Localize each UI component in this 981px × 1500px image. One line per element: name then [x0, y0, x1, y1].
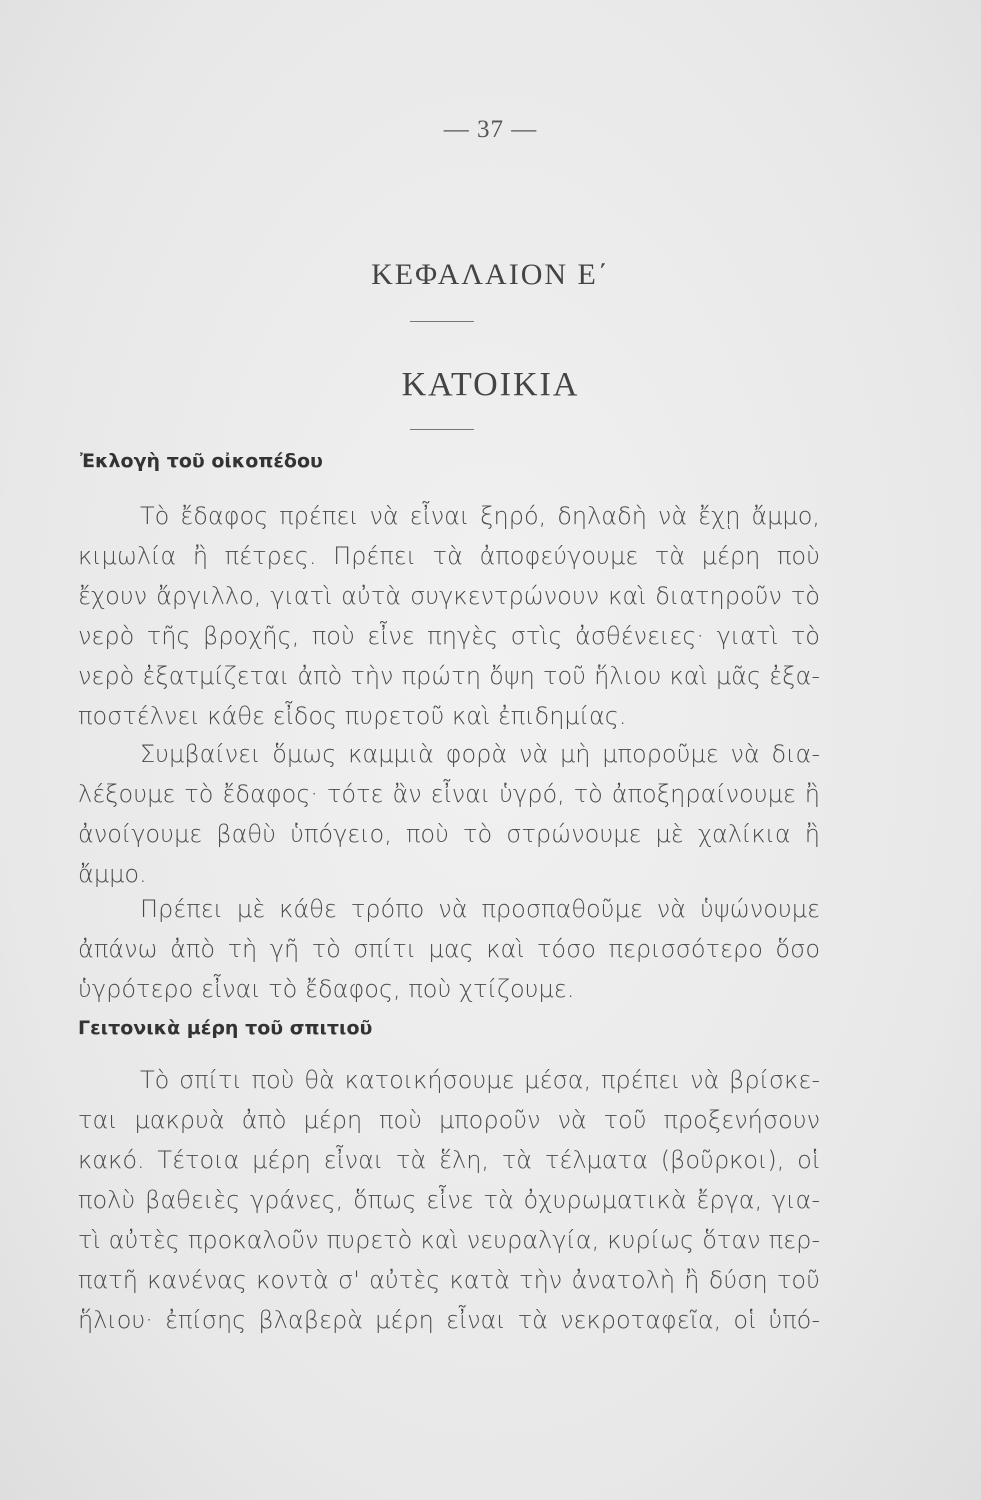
section-heading: Γειτονικὰ μέρη τοῦ σπιτιοῦ [78, 1017, 373, 1039]
text-line: ὑγρότερο εἶναι τὸ ἔδαφος, ποὺ χτίζουμε. [78, 975, 575, 1003]
text-line: πολὺ βαθειὲς γράνες, ὅπως εἶνε τὰ ὀχυρωματικὰ ἔργα, για- [78, 1186, 820, 1214]
chapter-title: ΚΑΤΟΙΚΙΑ [401, 366, 580, 403]
text-line: κακό. Τέτοια μέρη εἶναι τὰ ἕλη, τὰ τέλματα (βοῦρκοι), οἱ [78, 1146, 820, 1174]
paragraph [78, 734, 820, 894]
text-line: νερὸ ἐξατμίζεται ἀπὸ τὴν πρώτη ὄψη τοῦ ἥλιου καὶ μᾶς ἐξα- [78, 662, 820, 690]
text-line: Συμβαίνει ὅμως καμμιὰ φορὰ νὰ μὴ μποροῦμε νὰ δια- [140, 740, 820, 768]
text-line: πατῆ κανένας κοντὰ σ' αὐτὲς κατὰ τὴν ἀνατολὴ ἢ δύση τοῦ [78, 1266, 820, 1294]
text-line: ποστέλνει κάθε εἶδος πυρετοῦ καὶ ἐπιδημίας. [78, 702, 627, 730]
text-line: ἥλιου· ἐπίσης βλαβερὰ μέρη εἶναι τὰ νεκροταφεῖα, οἱ ὑπό- [78, 1306, 820, 1334]
text-line: ἀνοίγουμε βαθὺ ὑπόγειο, ποὺ τὸ στρώνουμε μὲ χαλίκια ἢ [78, 820, 820, 848]
text-line: ἀπάνω ἀπὸ τὴ γῆ τὸ σπίτι μας καὶ τόσο περισσότερο ὅσο [78, 935, 820, 963]
text-line: ἄμμο. [78, 860, 147, 888]
text-line: λέξουμε τὸ ἔδαφος· τότε ἂν εἶναι ὑγρό, τὸ ἀποξηραίνουμε ἢ [78, 780, 820, 808]
divider-rule [410, 429, 474, 430]
text-line: Πρέπει μὲ κάθε τρόπο νὰ προσπαθοῦμε νὰ ὑψώνουμε [140, 895, 820, 923]
paragraph [78, 1060, 820, 1340]
text-line: ἔχουν ἄργιλλο, γιατὶ αὐτὰ συγκεντρώνουν καὶ διατηροῦν τὸ [78, 582, 820, 610]
text-line: ται μακρυὰ ἀπὸ μέρη ποὺ μποροῦν νὰ τοῦ προξενήσουν [78, 1106, 820, 1134]
text-line: Τὸ ἔδαφος πρέπει νὰ εἶναι ξηρό, δηλαδὴ νὰ ἔχῃ ἄμμο, [140, 502, 820, 530]
section-heading: Ἐκλογὴ τοῦ οἰκοπέδου [80, 450, 323, 472]
text-line: Τὸ σπίτι ποὺ θὰ κατοικήσουμε μέσα, πρέπει νὰ βρίσκε- [140, 1066, 820, 1094]
divider-rule [410, 321, 474, 322]
text-line: τὶ αὐτὲς προκαλοῦν πυρετὸ καὶ νευραλγία, κυρίως ὅταν περ- [78, 1226, 820, 1254]
chapter-heading: ΚΕΦΑΛΑΙΟΝ Ε΄ [371, 258, 610, 291]
paragraph [78, 889, 820, 1009]
text-line: κιμωλία ἢ πέτρες. Πρέπει τὰ ἀποφεύγουμε τὰ μέρη ποὺ [78, 542, 820, 570]
page-number: — 37 — [443, 116, 538, 143]
paragraph [78, 496, 820, 736]
text-line: νερὸ τῆς βροχῆς, ποὺ εἶνε πηγὲς στὶς ἀσθένειες· γιατὶ τὸ [78, 622, 820, 650]
